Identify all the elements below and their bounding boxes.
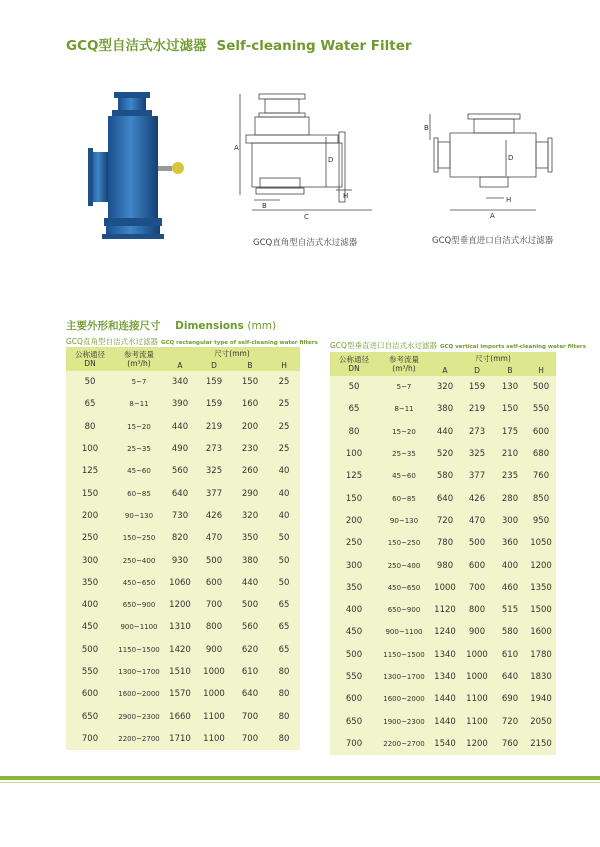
table-cell: 150~250 <box>387 539 421 548</box>
table-cell: 1600~2000 <box>118 690 160 699</box>
table2-caption <box>330 340 586 351</box>
table-cell: 650~900 <box>122 601 156 610</box>
table-cell: 515 <box>501 605 519 616</box>
table-cell: 2200~2700 <box>383 739 425 748</box>
table-row <box>330 621 556 643</box>
table-row <box>330 577 556 599</box>
table-cell: 25~35 <box>127 445 151 454</box>
table-cell: 350 <box>345 582 363 593</box>
table-cell: 900~1100 <box>120 623 158 632</box>
table-cell: 2050 <box>530 716 552 727</box>
table-cell: 1510 <box>169 667 191 677</box>
table-cell: 730 <box>171 510 189 521</box>
table-cell: 780 <box>436 538 454 549</box>
table-cell: 377 <box>205 488 223 499</box>
th-h: H <box>268 359 300 371</box>
table-cell: 210 <box>501 449 519 460</box>
table-cell: 1440 <box>434 716 456 727</box>
table-cell: 250 <box>345 538 363 549</box>
table-cell: 500 <box>345 649 363 660</box>
table-cell: 500 <box>241 600 259 611</box>
table-cell: 1100 <box>203 733 225 744</box>
table-cell: 700 <box>241 711 259 722</box>
table-cell: 125 <box>81 466 99 477</box>
table-cell: 450~650 <box>122 578 156 587</box>
table-cell: 500 <box>532 382 550 393</box>
table-cell: 160 <box>241 399 259 410</box>
table-cell: 440 <box>241 577 259 588</box>
table-cell: 1100 <box>466 716 488 727</box>
table-cell: 426 <box>468 493 486 504</box>
table-cell: 640 <box>241 689 259 700</box>
diagram-caption-1: GCQ直角型自洁式水过滤器 <box>253 238 358 248</box>
table-cell: 2900~2300 <box>118 712 160 721</box>
table-cell: 440 <box>171 421 189 432</box>
table-cell: 1300~1700 <box>383 673 425 681</box>
table-cell: 25 <box>278 377 290 388</box>
table-cell: 470 <box>468 515 486 526</box>
table-cell: 950 <box>532 515 550 526</box>
th-a: A <box>164 359 196 371</box>
table-cell: 550 <box>532 404 550 415</box>
table-row <box>66 416 300 438</box>
table1-caption <box>66 336 318 347</box>
dimensions-unit: (mm) <box>247 320 277 332</box>
table-cell: 25 <box>278 421 290 432</box>
table-cell: 65 <box>278 644 290 655</box>
table-row <box>66 460 300 482</box>
table-cell: 1600 <box>530 627 552 638</box>
th2-h: H <box>526 364 556 376</box>
table-cell: 700 <box>345 738 363 749</box>
table2-body <box>330 376 556 755</box>
table-cell: 130 <box>501 382 519 393</box>
table-cell: 1540 <box>434 738 456 749</box>
table-cell: 900~1100 <box>385 628 423 637</box>
table-cell: 350 <box>81 577 99 588</box>
table-row <box>330 487 556 509</box>
table-cell: 65 <box>84 399 96 410</box>
th2-dn: 公称通径 DN <box>330 352 378 376</box>
table-cell: 1100 <box>203 711 225 722</box>
table-cell: 930 <box>171 555 189 566</box>
table-cell: 600 <box>468 560 486 571</box>
th-d: D <box>196 359 232 371</box>
table-cell: 45~60 <box>127 467 151 476</box>
table1-caption-en: GCQ rectangular type of self-cleaning water filters <box>160 340 318 346</box>
dim2-label-b: B <box>424 124 429 132</box>
table-cell: 273 <box>468 426 486 437</box>
dim-label-h: H <box>343 192 349 200</box>
table2-caption-en: GCQ vertical imports self-cleaning water filters <box>439 344 586 350</box>
table-cell: 50 <box>84 377 96 388</box>
table-cell: 8~11 <box>394 405 414 414</box>
table-cell: 400 <box>501 560 519 571</box>
dim-label-b: B <box>262 202 267 210</box>
table-row <box>330 376 556 398</box>
table-row <box>330 532 556 554</box>
table-cell: 400 <box>81 600 99 611</box>
table-cell: 40 <box>278 466 290 477</box>
table-cell: 250~400 <box>387 561 421 570</box>
table-cell: 320 <box>436 382 454 393</box>
table-row <box>330 398 556 420</box>
table-cell: 1000 <box>434 582 456 593</box>
table-cell: 50 <box>278 533 290 544</box>
dim-label-c: C <box>304 213 309 221</box>
table-row <box>66 393 300 415</box>
table-cell: 650 <box>81 711 99 722</box>
table-row <box>66 482 300 504</box>
table-cell: 560 <box>171 466 189 477</box>
th-dn: 公称通径 DN <box>66 347 114 371</box>
table-cell: 65 <box>348 404 360 415</box>
table-cell: 600 <box>532 426 550 437</box>
table-cell: 280 <box>501 493 519 504</box>
table-cell: 600 <box>345 694 363 705</box>
table-cell: 320 <box>241 510 259 521</box>
table1-body <box>66 371 300 750</box>
table-row <box>330 710 556 732</box>
table-cell: 325 <box>205 466 223 477</box>
table-cell: 1050 <box>530 538 552 549</box>
table-cell: 25~35 <box>392 450 416 459</box>
table-cell: 159 <box>205 399 223 410</box>
table-cell: 560 <box>241 622 259 633</box>
table-cell: 200 <box>241 421 259 432</box>
table-cell: 980 <box>436 560 454 571</box>
table-cell: 5~7 <box>396 383 412 392</box>
dimensions-title-en: Dimensions <box>175 320 244 332</box>
table-row <box>66 705 300 727</box>
table-cell: 700 <box>241 733 259 744</box>
table-cell: 380 <box>241 555 259 566</box>
table-cell: 273 <box>205 444 223 455</box>
table-row <box>330 465 556 487</box>
table-cell: 50 <box>278 555 290 566</box>
table-cell: 470 <box>205 533 223 544</box>
table-cell: 80 <box>278 711 290 722</box>
table-cell: 1660 <box>169 711 191 722</box>
table-cell: 640 <box>501 672 519 682</box>
table-row <box>330 666 556 688</box>
table2-caption-cn: GCQ型垂直进口自洁式水过滤器 <box>330 341 437 350</box>
table-cell: 2200~2700 <box>118 734 160 743</box>
table-cell: 350 <box>241 533 259 544</box>
table-cell: 300 <box>81 555 99 566</box>
table-cell: 760 <box>501 738 519 749</box>
table-cell: 1600~2000 <box>383 695 425 704</box>
table-cell: 100 <box>81 444 99 455</box>
th-size: 尺寸(mm) <box>164 347 300 359</box>
table-cell: 760 <box>532 471 550 482</box>
table-cell: 720 <box>501 716 519 727</box>
table-cell: 340 <box>171 377 189 388</box>
title-en: Self-cleaning Water Filter <box>216 38 412 54</box>
table-cell: 90~130 <box>389 516 419 525</box>
table-cell: 700 <box>468 582 486 593</box>
table-cell: 580 <box>436 471 454 482</box>
table-cell: 80 <box>84 421 96 432</box>
table-cell: 610 <box>241 667 259 677</box>
table-cell: 15~20 <box>127 422 151 431</box>
table-cell: 230 <box>241 444 259 455</box>
table-cell: 300 <box>345 560 363 571</box>
table-cell: 50 <box>278 577 290 588</box>
dim-label-a: A <box>234 144 239 152</box>
th2-b: B <box>494 364 526 376</box>
table-cell: 125 <box>345 471 363 482</box>
table-cell: 1310 <box>169 622 191 633</box>
filter-product-photo <box>88 90 193 240</box>
th2-a: A <box>430 364 460 376</box>
table-cell: 1340 <box>434 672 456 682</box>
table-cell: 1350 <box>530 582 552 593</box>
table-cell: 377 <box>468 471 486 482</box>
table-cell: 50 <box>348 382 360 393</box>
table-cell: 690 <box>501 694 519 705</box>
th2-flow: 参考流量 (m³/h) <box>378 352 430 376</box>
table-cell: 550 <box>81 667 99 677</box>
table-cell: 60~85 <box>127 489 151 498</box>
table-cell: 2150 <box>530 738 552 749</box>
table-cell: 1000 <box>203 689 225 700</box>
table-row <box>66 683 300 705</box>
table-cell: 290 <box>241 488 259 499</box>
table-row <box>66 616 300 638</box>
table-cell: 1000 <box>203 667 225 677</box>
table-cell: 520 <box>436 449 454 460</box>
table-row <box>66 661 300 683</box>
table-rectangular-filters <box>66 347 300 750</box>
table-cell: 460 <box>501 582 519 593</box>
table-cell: 450 <box>81 622 99 633</box>
page-title <box>66 34 412 54</box>
table-cell: 1900~2300 <box>383 717 425 726</box>
title-cn: GCQ型自洁式水过滤器 <box>66 38 207 54</box>
table-cell: 250~400 <box>122 556 156 565</box>
table-cell: 325 <box>468 449 486 460</box>
table-cell: 820 <box>171 533 189 544</box>
table-cell: 1060 <box>169 577 191 588</box>
table-cell: 450 <box>345 627 363 638</box>
table-cell: 40 <box>278 488 290 499</box>
table-cell: 580 <box>501 627 519 638</box>
table-cell: 610 <box>501 649 519 660</box>
table-cell: 1120 <box>434 605 456 616</box>
table-row <box>66 728 300 750</box>
table-cell: 219 <box>468 404 486 415</box>
th-flow: 参考流量 (m³/h) <box>114 347 164 371</box>
table-cell: 150 <box>241 377 259 388</box>
table-row <box>66 371 300 393</box>
table-cell: 1300~1700 <box>118 668 160 676</box>
table-row <box>66 549 300 571</box>
table-cell: 700 <box>81 733 99 744</box>
table-cell: 25 <box>278 444 290 455</box>
table-cell: 235 <box>501 471 519 482</box>
table-cell: 150~250 <box>122 534 156 543</box>
table-cell: 80 <box>278 733 290 744</box>
table-row <box>330 421 556 443</box>
table-cell: 80 <box>278 689 290 700</box>
diagram-caption-2: GCQ型垂直进口自洁式水过滤器 <box>432 236 554 246</box>
table-row <box>330 554 556 576</box>
table-cell: 800 <box>205 622 223 633</box>
table-cell: 900 <box>468 627 486 638</box>
table-cell: 219 <box>205 421 223 432</box>
table-row <box>330 688 556 710</box>
table-cell: 500 <box>205 555 223 566</box>
table-cell: 150 <box>81 488 99 499</box>
table-cell: 1150~1500 <box>383 650 425 659</box>
table-cell: 650~900 <box>387 606 421 615</box>
table-cell: 159 <box>205 377 223 388</box>
table-cell: 1830 <box>530 672 552 682</box>
table-row <box>66 438 300 460</box>
table-cell: 60~85 <box>392 494 416 503</box>
th2-size: 尺寸(mm) <box>430 352 556 364</box>
table-cell: 1420 <box>169 644 191 655</box>
table-cell: 1440 <box>434 694 456 705</box>
table-cell: 450~650 <box>387 583 421 592</box>
table1-caption-cn: GCQ直角型自洁式水过滤器 <box>66 337 158 346</box>
dim2-label-d: D <box>508 154 514 162</box>
table-cell: 550 <box>345 672 363 682</box>
table-cell: 1000 <box>466 649 488 660</box>
table-cell: 40 <box>278 510 290 521</box>
table-cell: 80 <box>278 667 290 677</box>
table-cell: 25 <box>278 399 290 410</box>
table-cell: 720 <box>436 515 454 526</box>
table-row <box>66 594 300 616</box>
table-row <box>330 644 556 666</box>
table-cell: 600 <box>81 689 99 700</box>
footer-divider <box>0 776 600 780</box>
table-cell: 620 <box>241 644 259 655</box>
table-cell: 680 <box>532 449 550 460</box>
table-cell: 1710 <box>169 733 191 744</box>
table-cell: 159 <box>468 382 486 393</box>
table-cell: 500 <box>81 644 99 655</box>
dim-label-d: D <box>328 156 334 164</box>
table-cell: 65 <box>278 600 290 611</box>
table-row <box>66 572 300 594</box>
table-cell: 640 <box>436 493 454 504</box>
table-cell: 80 <box>348 426 360 437</box>
table-row <box>66 639 300 661</box>
table-row <box>330 599 556 621</box>
diagram-vertical-inlet <box>420 110 565 220</box>
table-cell: 380 <box>436 404 454 415</box>
table-cell: 1940 <box>530 694 552 705</box>
table-cell: 390 <box>171 399 189 410</box>
dim2-label-h: H <box>506 196 512 204</box>
table-row <box>66 527 300 549</box>
table-cell: 250 <box>81 533 99 544</box>
table-cell: 200 <box>345 515 363 526</box>
footer-divider-thin <box>0 782 600 783</box>
table-cell: 1340 <box>434 649 456 660</box>
table-cell: 1500 <box>530 605 552 616</box>
table-cell: 1570 <box>169 689 191 700</box>
table-cell: 100 <box>345 449 363 460</box>
table-cell: 90~130 <box>124 511 154 520</box>
table-cell: 150 <box>345 493 363 504</box>
table-cell: 360 <box>501 538 519 549</box>
table-cell: 426 <box>205 510 223 521</box>
table-cell: 65 <box>278 622 290 633</box>
dimensions-title-cn: 主要外形和连接尺寸 <box>66 320 161 332</box>
diagram-right-angle <box>232 92 382 230</box>
table-row <box>330 510 556 532</box>
table-cell: 1000 <box>466 672 488 682</box>
table-cell: 1200 <box>530 560 552 571</box>
table-cell: 300 <box>501 515 519 526</box>
table-cell: 200 <box>81 510 99 521</box>
table-cell: 400 <box>345 605 363 616</box>
table-row <box>330 733 556 755</box>
table-cell: 700 <box>205 600 223 611</box>
table-vertical-filters <box>330 352 556 755</box>
table-cell: 800 <box>468 605 486 616</box>
table-cell: 260 <box>241 466 259 477</box>
table-cell: 5~7 <box>131 378 147 387</box>
table-cell: 1100 <box>466 694 488 705</box>
th2-d: D <box>460 364 494 376</box>
table-cell: 640 <box>171 488 189 499</box>
table-cell: 650 <box>345 716 363 727</box>
table-cell: 175 <box>501 426 519 437</box>
table-cell: 8~11 <box>129 400 149 409</box>
table-cell: 15~20 <box>392 427 416 436</box>
dimensions-heading <box>66 318 276 333</box>
table-cell: 150 <box>501 404 519 415</box>
table-row <box>66 505 300 527</box>
table-cell: 600 <box>205 577 223 588</box>
table-cell: 500 <box>468 538 486 549</box>
table-cell: 45~60 <box>392 472 416 481</box>
table-cell: 1200 <box>466 738 488 749</box>
table-row <box>330 443 556 465</box>
table-cell: 1240 <box>434 627 456 638</box>
table-cell: 1780 <box>530 649 552 660</box>
table-cell: 1200 <box>169 600 191 611</box>
table-cell: 850 <box>532 493 550 504</box>
table-cell: 440 <box>436 426 454 437</box>
dim2-label-a: A <box>490 212 495 220</box>
table-cell: 1150~1500 <box>118 645 160 654</box>
table-cell: 490 <box>171 444 189 455</box>
th-b: B <box>232 359 268 371</box>
table-cell: 900 <box>205 644 223 655</box>
